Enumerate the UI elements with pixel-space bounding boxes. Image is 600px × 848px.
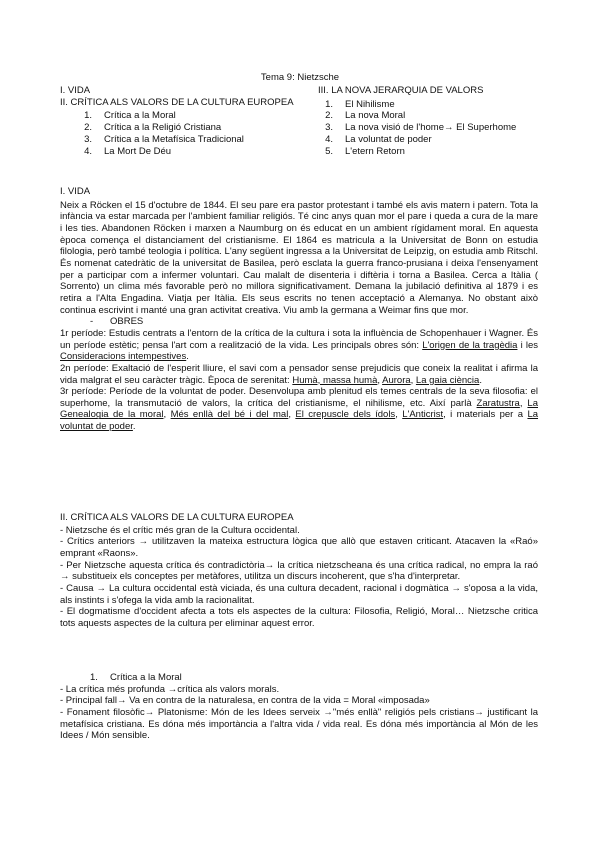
vida-paragraph: Neix a Röcken el 15 d'octubre de 1844. El seu pare era pastor protestant i també els avis matern i patern. Tota la infància va estar marcada per l'ambient familiar religiós. Té cinc anys quan mor el pare i queda a cura de la mare i les ties. Abandonen Röcken i marxen a Naumburg on és educat en un ambient rígidament moral. En aquesta època comença el distanciament del cristianisme. El 1864 es matricula a la Universitat de Bonn on estudia filologia, però també teologia i política. L'any següent ingressa a la Universitat de Leipzig, on estudia amb Ritschl. És nomenat catedràtic de la universitat de Basilea, però esclata la guerra franco-prusiana i deixa l'ensenyament per a participar com a infermer voluntari. Cau malalt de disenteria i diftèria i torna a Basilea. Cerca a Itàlia ( Sorrento) un clima més favorable però no millora significativament. Demana la jubilació definitiva al 1879 i es retira a l'Alta Engadina. Viatja per Itàlia. Els seus escrits no tenen acceptació a Alemanya. No obstant això continua escrivint i manté una gran activitat creativa. Viu amb la germana a Weimar fins que mor.	[60, 199, 538, 316]
list-item: 1. Crítica a la Moral	[84, 110, 176, 122]
work-title: L'Anticrist	[402, 409, 444, 421]
list-item: 4. La voluntat de poder	[325, 133, 432, 145]
subsection-heading-moral: 1. Crítica a la Moral	[90, 672, 182, 683]
work-title: Més enllà del bé i del mal	[170, 409, 289, 421]
obres-period-3: 3r període: Període de la voluntat de poder. Desenvolupa amb plenitud els temes centrals de la seva filosofia: el superhome, la transmutació de valors, la crítica del cristianisme, el nihilisme, etc. Així parlà Zaratustra, La Genealogia de la moral, Més enllà del bé i del mal, El crepuscle dels ídols, L'Anticrist, i materials per a La voluntat de poder.	[60, 386, 539, 433]
list-item: 3. Crítica a la Metafísica Tradicional	[84, 133, 244, 145]
obres-period-1: 1r període: Estudis centrats a l'entorn de la crítica de la cultura i sota la influència de Schopenhauer i Wagner. És un període estètic; pensa l'art com a realització de la vida. Les principals obres són: L'origen de la tragèdia i les Consideracions intempestives.	[60, 327, 539, 363]
obres-heading: - OBRES	[90, 316, 144, 328]
section-heading-critica: II. CRÍTICA ALS VALORS DE LA CULTURA EUROPEA	[60, 512, 294, 523]
obres-period-2: 2n període: Exaltació de l'esperit lliure, el savi com a pensador sense prejudicis que coneix la realitat i afirma la vida malgrat el seu caràcter tràgic. Època de serenitat: Humà, massa humà, Aurora, La gaia ciència.	[60, 362, 538, 386]
page-title: Tema 9: Nietzsche	[260, 72, 340, 83]
toc-heading-jerarquia: III. LA NOVA JERARQUIA DE VALORS	[318, 85, 484, 96]
work-title: La voluntat de poder	[60, 409, 539, 433]
toc-left-list	[74, 110, 305, 157]
critica-point: - Nietzsche és el crític més gran de la Cultura occidental.	[60, 524, 300, 536]
moral-point: - Principal fall→ Va en contra de la naturalesa, en contra de la vida = Moral «imposada»	[60, 695, 430, 707]
work-title: Zaratustra	[476, 397, 520, 409]
critica-point: - Crítics anteriors → utilitzaven la mateixa estructura lògica que allò que estaven criticant. Atacaven la «Raó» emprant «Raons».	[60, 536, 538, 559]
toc-heading-vida: I. VIDA	[60, 85, 91, 96]
list-item: 4. La Mort De Déu	[84, 145, 172, 157]
section-heading-vida: I. VIDA	[60, 186, 91, 197]
section-critica	[60, 512, 538, 630]
toc-heading-critica: II. CRÍTICA ALS VALORS DE LA CULTURA EUROPEA	[60, 96, 294, 108]
list-item: 2. Crítica a la Religió Cristiana	[84, 122, 222, 134]
toc-right-list	[315, 99, 538, 158]
work-title: Aurora	[382, 374, 411, 386]
list-item: 5. L'etern Retorn	[325, 145, 405, 157]
moral-point: - La crítica més profunda →crítica als valors morals.	[60, 683, 280, 695]
critica-point: - Per Nietzsche aquesta crítica és contradictòria→ la crítica nietzscheana és una crítica radical, no empra la raó → substitueix els conceptes per metàfores, utilitza un discurs incoherent, que s'ha d'interpretar.	[60, 559, 538, 583]
work-title: Consideracions intempestives	[60, 351, 187, 363]
critica-point: - Causa → La cultura occidental està viciada, és una cultura decadent, racional i dogmàtica → s'oposa a la vida, als instints i s'ofega la vida amb la racionalitat.	[60, 582, 538, 606]
section-vida	[60, 186, 538, 433]
work-title: La gaia ciència	[415, 374, 480, 386]
toc-left	[60, 85, 305, 157]
work-title: La Genealogia de la moral	[60, 397, 538, 421]
list-item: 3. La nova visió de l'home→ El Superhome	[325, 122, 517, 134]
work-title: L'origen de la tragèdia	[422, 339, 518, 351]
work-title: Humà, massa humà	[292, 374, 378, 386]
list-item: 2. La nova Moral	[325, 110, 406, 122]
work-title: El crepuscle dels ídols	[295, 409, 396, 421]
section-moral	[60, 672, 538, 742]
list-item: 1. El Nihilisme	[325, 98, 395, 110]
toc-right	[318, 85, 538, 157]
moral-point: - Fonament filosòfic→ Platonisme: Món de les Idees serveix →"més enllà" religiós pels cristians→ justificant la metafísica cristiana. Es dóna més importància a l'altra vida / vida real. Es dóna més importància al Món de les Idees / Món sensible.	[60, 706, 538, 742]
critica-point: - El dogmatisme d'occident afecta a tots els aspectes de la cultura: Filosofia, Religió, Moral… Nietzsche critica tots aquests aspectes de la cultura per eliminar aquest error.	[60, 606, 538, 629]
